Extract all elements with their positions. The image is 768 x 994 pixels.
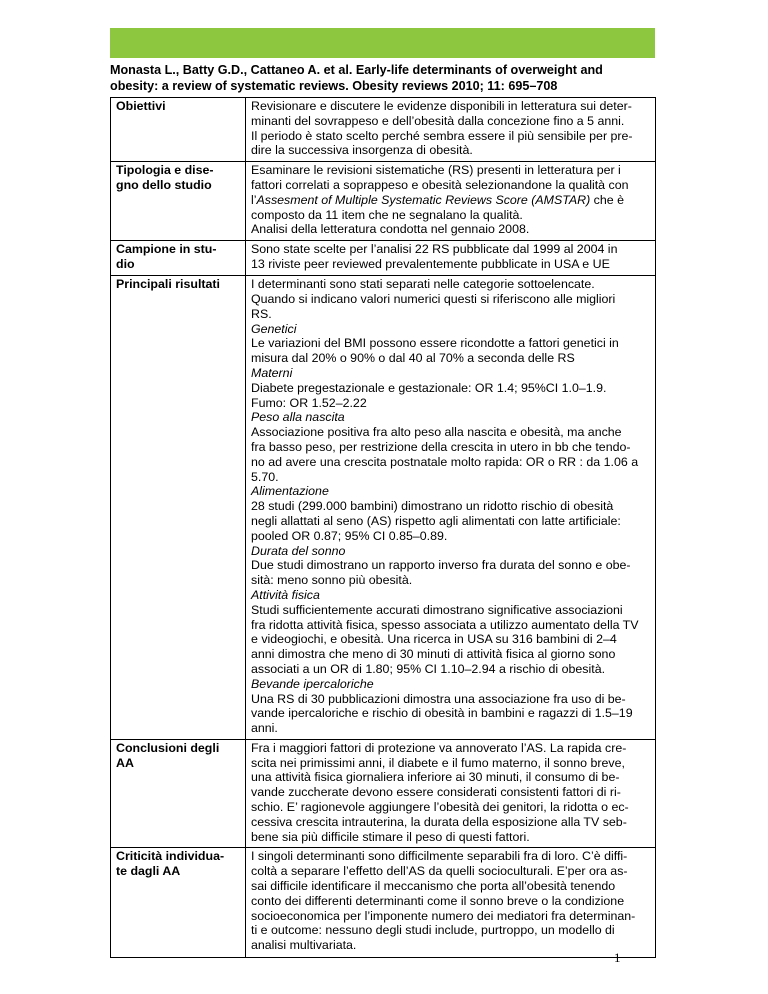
- row-criticita: [111, 848, 656, 958]
- row-obiettivi: [111, 98, 656, 162]
- row-label: [111, 162, 246, 241]
- text-line: socioeconomica per l’imponente numero dei mediatori fra determinan-: [251, 908, 636, 923]
- text-line: Quando si indicano valori numerici questi si riferiscono alle migliori: [251, 291, 616, 306]
- section-heading: Bevande ipercaloriche: [251, 676, 374, 691]
- text-line: Le variazioni del BMI possono essere ricondotte a fattori genetici in: [251, 336, 619, 351]
- text-line: analisi multivariata.: [251, 938, 357, 953]
- text-line: Fumo: OR 1.52–2.22: [251, 395, 367, 410]
- text-line: negli allattati al seno (AS) rispetto agli alimentati con latte artificiale:: [251, 513, 621, 528]
- row-label-text: Criticità individua-: [116, 849, 225, 864]
- text-line: ti e outcome: nessuno degli studi include, purtroppo, un modello di: [251, 923, 615, 938]
- section-heading: Peso alla nascita: [251, 410, 345, 425]
- section-heading: Attività fisica: [251, 587, 320, 602]
- row-content: [246, 241, 656, 276]
- header-accent-bar: [110, 28, 655, 58]
- text-line: Esaminare le revisioni sistematiche (RS) presenti in letteratura per i: [251, 163, 621, 178]
- section-heading: Materni: [251, 365, 293, 380]
- text-line: I determinanti sono stati separati nelle categorie sottoelencate.: [251, 277, 595, 292]
- text-line: 28 studi (299.000 bambini) dimostrano un ridotto rischio di obesità: [251, 499, 614, 514]
- page-number: 1: [614, 950, 621, 965]
- text-line: anni dimostra che meno di 30 minuti di attività fisica al giorno sono: [251, 647, 616, 662]
- row-label-text: Principali risultati: [116, 277, 220, 292]
- summary-table: [110, 97, 656, 958]
- text-line: una attività fisica giornaliera inferiore ai 30 minuti, il consumo di be-: [251, 770, 620, 785]
- text-line: Studi sufficientemente accurati dimostrano significative associazioni: [251, 602, 623, 617]
- text-line: sai difficile identificare il meccanismo che porta all’obesità tenendo: [251, 879, 616, 894]
- text-line: Revisionare e discutere le evidenze disponibili in letteratura sui deter-: [251, 99, 632, 113]
- row-label-text: te dagli AA: [116, 864, 181, 879]
- text-line: conto dei differenti determinanti come il sonno breve o la condizione: [251, 893, 625, 908]
- text-line: scita nei primissimi anni, il diabete e il fumo materno, il sonno breve,: [251, 755, 625, 770]
- text-line: bene sia più difficile stimare il peso di questi fattori.: [251, 829, 530, 844]
- row-label-text: Conclusioni degli: [116, 740, 220, 755]
- amstar-term: Assesment of Multiple Systematic Reviews Score (AMSTAR): [256, 192, 591, 207]
- text-line: e videogiochi, e obesità. Una ricerca in USA su 316 bambini di 2–4: [251, 632, 617, 647]
- text-line: I singoli determinanti sono difficilmente separabili fra di loro. C’è diffi-: [251, 849, 628, 864]
- text-line: Sono state scelte per l’analisi 22 RS pubblicate dal 1999 al 2004 in: [251, 242, 618, 257]
- row-label-text: Obiettivi: [116, 99, 166, 113]
- text-line: 13 riviste peer reviewed prevalentemente pubblicate in USA e UE: [251, 256, 610, 271]
- row-label-text: Campione in stu-: [116, 242, 217, 257]
- row-label: [111, 98, 246, 162]
- text-line: sità: meno sonno più obesità.: [251, 573, 413, 588]
- row-tipologia: [111, 162, 656, 241]
- text-line: vande zuccherate devono essere considerati consistenti fattori di ri-: [251, 785, 621, 800]
- text-line: Associazione positiva fra alto peso alla nascita e obesità, ma anche: [251, 425, 622, 440]
- row-label-text: dio: [116, 256, 135, 271]
- text-line: cessiva crescita intrauterina, la durata della esposizione alla TV seb-: [251, 814, 627, 829]
- text-line: [251, 193, 650, 208]
- text-line: no ad avere una crescita postnatale molto rapida: OR o RR : da 1.06 a: [251, 454, 639, 469]
- text-line: fra basso peso, per restrizione della crescita in utero in bb che tendo-: [251, 439, 631, 454]
- text-line: Il periodo è stato scelto perché sembra essere il più sensibile per pre-: [251, 128, 633, 143]
- text-fragment: l’: [251, 192, 257, 207]
- text-line: minanti del sovrappeso e dell’obesità dalla concezione fino a 5 anni.: [251, 113, 625, 128]
- section-heading: Durata del sonno: [251, 543, 346, 558]
- row-content: [246, 276, 656, 740]
- text-line: 5.70.: [251, 469, 279, 484]
- row-content: [246, 162, 656, 241]
- row-conclusioni: [111, 739, 656, 848]
- row-risultati: [111, 276, 656, 740]
- text-line: anni.: [251, 721, 278, 736]
- row-label-text: AA: [116, 755, 134, 770]
- row-label-text: gno dello studio: [116, 177, 212, 192]
- section-heading: Alimentazione: [251, 484, 329, 499]
- row-label-text: Tipologia e dise-: [116, 163, 214, 178]
- title-line: Monasta L., Batty G.D., Cattaneo A. et al. Early-life determinants of overweight and: [110, 63, 603, 77]
- text-line: fattori correlati a soprappeso e obesità selezionandone la qualità con: [251, 177, 629, 192]
- text-line: misura dal 20% o 90% o dal 40 al 70% a seconda delle RS: [251, 351, 575, 366]
- text-line: Fra i maggiori fattori di protezione va annoverato l’AS. La rapida cre-: [251, 740, 627, 755]
- row-content: [246, 98, 656, 162]
- row-label: [111, 848, 246, 958]
- row-content: [246, 739, 656, 848]
- text-line: schio. E’ ragionevole aggiungere l’obesità dei genitori, la ridotta o ec-: [251, 800, 629, 815]
- text-line: Due studi dimostrano un rapporto inverso fra durata del sonno e obe-: [251, 558, 631, 573]
- text-line: vande ipercaloriche e rischio di obesità in bambini e ragazzi di 1.5–19: [251, 706, 633, 721]
- row-label: [111, 739, 246, 848]
- text-fragment: che è: [590, 192, 624, 207]
- text-line: RS.: [251, 306, 272, 321]
- text-line: Diabete pregestazionale e gestazionale: OR 1.4; 95%CI 1.0–1.9.: [251, 380, 607, 395]
- text-line: Una RS di 30 pubblicazioni dimostra una associazione fra uso di be-: [251, 691, 626, 706]
- title-line: obesity: a review of systematic reviews. Obesity reviews 2010; 11: 695–708: [110, 79, 558, 93]
- text-line: Analisi della letteratura condotta nel gennaio 2008.: [251, 222, 530, 237]
- row-content: [246, 848, 656, 958]
- text-line: pooled OR 0.87; 95% CI 0.85–0.89.: [251, 528, 448, 543]
- text-line: associati a un OR di 1.80; 95% CI 1.10–2.94 a rischio di obesità.: [251, 661, 606, 676]
- text-line: composto da 11 item che ne segnalano la qualità.: [251, 207, 523, 222]
- row-label: [111, 241, 246, 276]
- text-line: dire la successiva insorgenza di obesità.: [251, 143, 473, 158]
- reference-title: [110, 62, 670, 94]
- row-label: [111, 276, 246, 740]
- text-line: coltà a separare l’effetto dell’AS da quelli socioculturali. E’per ora as-: [251, 864, 628, 879]
- section-heading: Genetici: [251, 321, 297, 336]
- text-line: fra ridotta attività fisica, spesso associata a utilizzo aumentato della TV: [251, 617, 639, 632]
- row-campione: [111, 241, 656, 276]
